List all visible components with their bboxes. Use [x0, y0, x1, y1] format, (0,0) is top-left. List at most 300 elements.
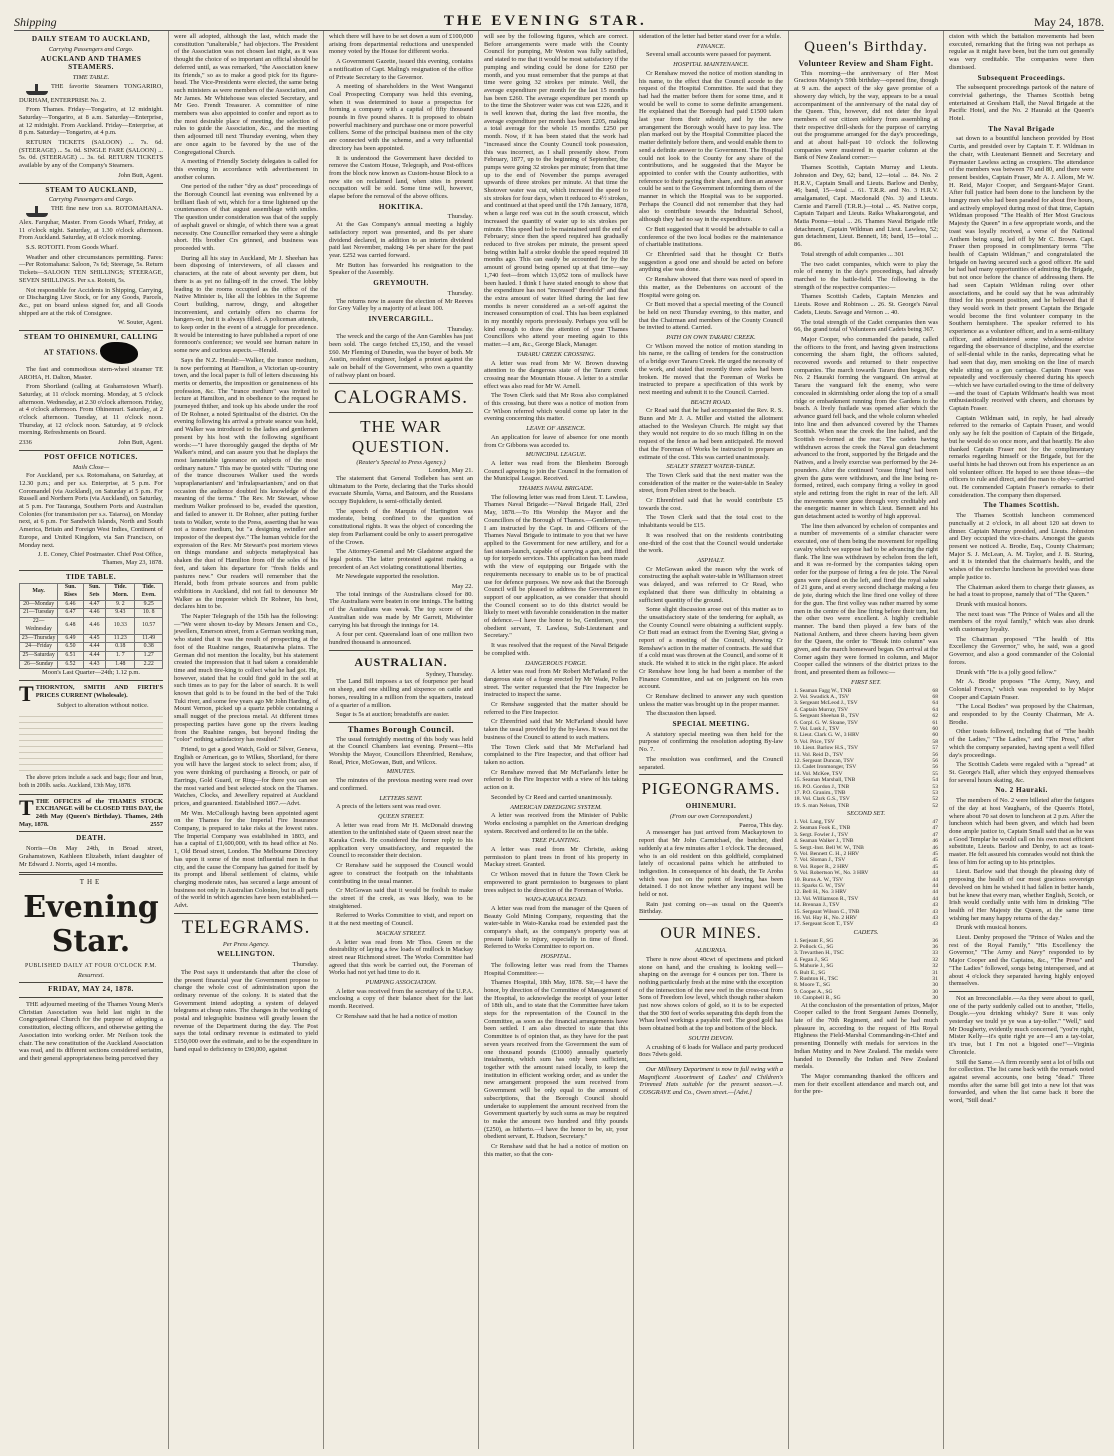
advertisement: Our Millinery Department is now in full swing with a Magnificent Assortment of Ladies' and Children's Trimmed Hats suitable for the present season.—J. COSGRAVE and Co., Owen street.—[Advt.] — [639, 1065, 783, 1097]
masthead-motto: Resurrexi. — [77, 971, 105, 979]
article-text: Cr McGowan said that it would be foolish to make the street if the creek, as was likely, was to be straightened. — [329, 887, 473, 910]
article-text: The Chairman asked them to charge their glasses, as he had a toast to propose, namely that of "The Queen." — [949, 583, 1094, 599]
subheading: WAIO-KARAKA ROAD. — [525, 896, 587, 904]
article-text: The following letter was read from the Thames Hospital Committee:— — [484, 961, 628, 977]
moon-note: Moon's Last Quarter—24th; 1.12 p.m. — [42, 669, 140, 677]
article-text: A statutory special meeting was then held for the purpose of confirming the resolution adopting By-law No. 7. — [639, 730, 783, 754]
article-text: The Land Bill imposes a tax of fourpence per head on sheep, and one shilling and sixpence on cattle and horses, resulting in a million from the squatters, instead of a quarter of a million. — [329, 678, 473, 709]
article-text: "The Local Bodies" was proposed by the Chairman, and responded to by the County Chairman, Mr A. Brodie. — [949, 703, 1094, 726]
masthead-the: THE — [79, 878, 103, 887]
prize-row: 10. Burns A. W., TSV 44 — [794, 876, 938, 883]
subheading: PATH ON OWN TARARU CREEK. — [666, 334, 756, 342]
section-title: THE WAR QUESTION. — [351, 416, 451, 456]
article-text: Cr Ehrenfried said that Mr McFarland should have taken the usual provided by the by-laws. It was not the business of the Council to attend to such matters. — [484, 718, 628, 741]
article-text: Seconded by Cr Reed and carried unanimously. — [491, 793, 613, 801]
article-text: Cr Ehrenfried said that he would contribute £5 towards the cost. — [639, 497, 783, 512]
tide-cell: 6.52 — [58, 660, 83, 669]
prize-row: 4. Fegan J., SG 32 — [794, 956, 938, 963]
subheading: SEALEY STREET WATER-TABLE. — [666, 463, 756, 471]
prize-row: 3. Sergt. Fowler J., TSV 47 — [794, 831, 938, 838]
section-subtitle: OHINEMURI. — [685, 802, 737, 811]
tide-cell: 9.25 — [135, 600, 163, 609]
article-text: Mr Wm. McCullough having been appointed agent on the Thames for the Imperial Fire Insurance Company, is prepared to take risks at the lowest rates. The Imperial Company was established in 1803, and has a capital of £1,600,000, with its head office at No. 1, Old Broad street, London. The Melbourne Directory has upon it some of the most influential men in that city, and the cause the Company has gained for itself by its prompt and liberal settlement of claims, while charging moderate rates, has secured a large amount of business not only in Australian Colonies, but in all parts of the world in which agencies have been established.—Advt. — [174, 809, 318, 910]
article-text: The Chairman proposed "The health of His Excellency the Governor," who, he said, was a good Governor, and also a good commander of the Colonial forces. — [949, 635, 1094, 666]
tide-cell: 20—Monday — [20, 600, 58, 609]
article-text: Lieut. Barlow said that though the pleasing duty of proposing the health of our most gracious sovereign devolved on him he wished it had fallen in better hands, but he knew that every man, whether English, Scotch, or Irish would cordially unite with him in drinking "The health of Her Majesty the Queen, at the same time wishing her many happy returns of the day." — [949, 868, 1094, 922]
prize-row: 1. Vol. Lang, TSV 47 — [794, 818, 938, 825]
section-heading: Volunteer Review and Sham Fight. — [798, 59, 934, 68]
article-text: The line then advanced by echelon of companies and a number of movements of a similar character were executed, one of them being the movement for repelling cavalry which we suppose had to be advancing the right flank. The line was withdrawn by echelon from the left, and it was re-formed by the companies taking open order for the purpose of firing a feu de joie. The Naval guns were placed on the left, and fired the royal salute of 21 guns, and at every second discharge making a feu de joie, during which the line fired one volley of three for the gun. The first volley was rather marred by some men in the centre of the line firing before their turn, but the other two were excellent. A highly creditable manner. The band then played a few bars of the National Anthem, and three cheers having been given for the Queen, the order to "Break into column" was given, and the march homeward began. On arrival at the Corner again they were formed in column, and Major Cooper called the winners of the district prizes to the front, and presented them as follows:— — [794, 522, 938, 677]
ad-text: The fast and commodious stern-wheel steamer TE AROHA, H. Dalton, Master. — [19, 365, 163, 381]
article-text: An application for leave of absence for one month from Cr Gibbons was acceded to. — [484, 433, 628, 449]
article-text: Major Cooper, who commanded the parade, called the officers to the front, and having given instructions concerning the sham fight, the officers saluted, recovered swords and returned to their respective companies. The march towards Tararu then began, the No. 2 Hauraki forming the vanguard. On arrival at Tararu the vanguard felt the enemy, who were concealed in skirmishing order along the top of a small ridge or embankment running from the Gardens to the beach. A lively fusilade was opened after which the advance guard fell back, and the whole column wheeled into line and then advanced covered by the Thames Scottish. When near the creek the line halted, and the Scottish re-formed at the rear. The cadets having withdrawn across the creek the Naval gun detachment advanced to the front, supported by the Brigade and the Natives, and a lively exercise was performed by the 24-pounders. After the continued "cease firing" had been given the guns were withdrawn, and the line being re-formed, retired, each company firing a volley in good style and retiring from the right in rear of the left. All the movements were gone through very creditably and the energetic manner in which Lieut. Bennett and his gun detachment acted is worthy of high approval. — [794, 335, 938, 521]
tide-table — [19, 583, 163, 669]
subheading: LETTERS SENT. — [379, 794, 423, 802]
article-text: The Napier Telegraph of the 15th has the following:—"We were shown to-day by Messrs Jensen and Co., jewellers, Emerson street, from a German working man, who stated that it was the result of prospecting at the foot of the Ruahine ranges, Ruataniwha plains. The German did not mention the locality, but his statement created the impression that it had taken a considerable time and much tire-king to collect what he had got. He, however, stated that he could find gold in the soil at such times as to pay for the labor of search. It is well known that gold is to be found in the bed of the Tuki Tuki river, and some few years ago Mr John Harding, of Mount Vernon, picked up a quartz pebble containing a small nugget of the precious metal. At different times prospecting parties have gone up the rivers leading from the Ruahine ranges, but beyond finding the "color" nothing satisfactory has resulted." — [174, 613, 318, 744]
article-text: were all adopted, although the last, which made the constitution "unalterable," had objectors. The President of the Association was not chosen last night, as it was thought the choice of so important an official should be deferred until, as was remarked, "the Association knew its friends," so as to make a good pick for its figure-head. The Vice-Presidents were elected, the same being such ministers as were members of the Association, and Mr James. Mr Whitehouse was elected Secretary, and Mr Geo. Frendt Treasurer. A committee of nine members was also appointed to confer and report as to the most desirable place of meeting, the selection of rules to guide the Association, &c., and the meeting then adjourned till next Thursday evening, when they are once again to be favored by the use of the Congregational Church. — [174, 33, 318, 156]
subheading: PUMPING ASSOCIATION. — [365, 979, 437, 987]
section-heading: The Naval Brigade — [988, 124, 1055, 133]
prize-row: 4. Captain Murray, TSV 64 — [794, 706, 938, 713]
ink-blot-icon — [100, 342, 138, 364]
article-text: A meeting of shareholders in the West Wanganui Coal Prospecting Company was held this evening, when it was determined to issue a prospectus for forming a company with a capital of fifty thousand pounds in five pound shares. It is proposed to obtain powerful machinery and purchase one or more powerful colliers. Some of the principal business men of the city are connected with the scheme, and a very influential directory has been appointed. — [329, 83, 473, 152]
ad-subheading: TIME TABLE. — [72, 73, 110, 81]
article-text: The Town Clerk said that the next matter was the consideration of the matter re the water-table in Sealey street, from Pollen street to the beach. — [639, 471, 783, 495]
article-text: THE adjourned meeting of the Thames Young Men's Christian Association was held last night in the Congregational Church for the purpose of adopting a constitution, electing officers, and otherwise getting the Association into working order. Mr Neilson took the chair. The new constitution of the Auckland Association was read, and its different sections considered seriatim, and their general appropriateness being perceived they — [19, 1001, 163, 1062]
masthead-subtitle: PUBLISHED DAILY AT FOUR O'CLOCK P.M. — [24, 962, 157, 969]
subheading: DANGEROUS FORGE. — [525, 659, 587, 667]
prize-list-heading: CADETS. — [853, 928, 879, 936]
prize-row: 6. Corpl. G. W. Sloane, TSV 61 — [794, 719, 938, 726]
section-subtitle: Per Press Agency. — [222, 940, 270, 948]
column-5 — [634, 31, 789, 1449]
prize-row: 2. Vol. Swadick A., TSV 68 — [794, 693, 938, 700]
tide-row — [20, 600, 163, 609]
article-text: Drunk with musical honors. — [956, 600, 1028, 608]
column-3 — [324, 31, 479, 1449]
tide-row — [20, 660, 163, 669]
article-text: A letter was received from the secretary of the U.P.A. enclosing a copy of their balance sheet for the last month. Received. — [329, 987, 473, 1011]
subheading: THAMES NAVAL BRIGADE. — [518, 485, 594, 493]
prize-row: 5. Sergeant Sheehan B., TSV 62 — [794, 713, 938, 720]
article-text: sideration of the letter had better stand over for a while. — [639, 33, 782, 40]
notice-signature: J. E. Coney, Chief Postmaster. Chief Post Office, Thames, May 23, 1878. — [37, 551, 163, 566]
article-text: The Major commanding thanked the officers and men for their excellent attendance and march out, and for the pre- — [794, 1072, 938, 1096]
article-text: A crushing of 6 loads for Wallace and party produced 8ozs 7dwts gold. — [639, 1043, 783, 1059]
article-text: The returns now in assure the election of Mr Reeves for Grey Valley by a majority of at least 100. — [329, 297, 473, 313]
prize-row: 11. Vol. Reid D., TSV 56 — [794, 751, 938, 758]
article-text: The usual fortnightly meeting of this body was held at the Council Chambers last evening. Present—His Worship the Mayor, Councillors Ehrenfried, Renshaw, Read, Price, McGowan, Butt, and Wilcox. — [329, 735, 473, 766]
ad-text: From Thames. Friday—Tongariro, at 12 midnight. Saturday—Tongariro, at 8 a.m. Saturday—Enterprise, at 12 midnight. From Auckland. Friday—Enterprise, at 8 p.m. Saturday—Tongariro, at 4 p.m. — [19, 106, 163, 137]
section-byline: (From our own Correspondent.) — [669, 812, 753, 820]
header-date: May 24, 1878. — [1033, 15, 1104, 29]
article-text: During all his stay in Auckland, Mr J. Sheehan has been disposing of interviewers, of all classes and characters, at the rate of about seventy per diem, but there is as yet no falling-off in the crowd. The lobby leading to the rooms occupied as the office of the Native Minister is, like all the lobbies in the Supreme Court building, narrow, dingy, and altogether inconvenient, and certainly offers no charms for hangers-on, but it is always filled. A policeman attends, to keep order in the event of a struggle for precedence. It would be interesting to have published a report of one forenoon's conference; we would see human nature in some new and curious aspects.—Herald. — [174, 254, 318, 355]
prize-row: 1. Serjeant F., SG 36 — [794, 937, 938, 944]
article-text: The following letter was read from Lieut. T. Lawless, Thames Naval Brigade:—"Naval Brigade Hall, 23rd May, 1878.—To His Worship the Mayor and the Councillors of the Borough of Thames.—Gentlemen,—I am instructed by the Capt. in and Officers of the Thames Naval Brigade to intimate to you that we have applied to the Government for new artillery, and for a fast steam-launch, capable of carrying a gun, and fitted up for torpedo services. This application has been made with the view of equipping our Brigade with the requirements necessary to enable us to be of practical use for defence purposes. We now ask that the Borough Council will be pleased to address the Government in support of our application, as we consider that should the Council consent so to do this district would be likely to meet with favorable consideration in the matter of defence.—I have the honor to be, Gentlemen, your obedient servant, T. Lawless, Sub-Lieutenant and Secretary." — [484, 493, 628, 640]
prize-row: 15. Seaman Marshall, TNB 54 — [794, 777, 938, 784]
prize-row: 2. Pollock G., SG 36 — [794, 943, 938, 950]
article-text: Sugar is 5s at auction; breadstuffs are easier. — [336, 711, 450, 719]
article-text: The Scottish Cadets were regaled with a "spread" at St. George's Hall, after which they enjoyed themselves for several hours skating, &c. — [949, 761, 1094, 784]
tide-cell: 24—Friday — [20, 643, 58, 652]
ad-heading: DAILY STEAM TO AUCKLAND, — [31, 35, 151, 43]
section-title: OUR MINES. — [660, 925, 762, 943]
prize-row: 9. Cooper A., SG 30 — [794, 988, 938, 995]
steamer-icon — [26, 205, 48, 219]
article-text: Says the N.Z. Herald:—Walker, the trance medium, is now performing at Hamilton, a Victorian up-country town, and the local paper is full of letters discussing his merits or demerits, the imposition or genuineness of his profession, &c. The "trance medium" was invited to lecture at Hamilton, and in obedience to the request he journeyed thither, and took up his abode under the roof of Dr Rohner, a noted Spiritualist of the district. On the evening following his arrival a private seance was held, and Walker was introduced to the ladies and gentlemen present by his host with the following significant words:—"I have thoroughly gauged the depths of Mr Walker's mind, and can assure you that he displays the most lamentable ignorance on subjects of the most ordinary nature." This may be quoted with: "During one of the trance discourses Walker used the words 'supraplanarianism' and 'infralapsarianism,' and on that occasion the audience doubted his knowledge of the meaning of the terms." The Rev. Mr Stewart, whose medium Walker professed to be, evaded the question, and failed to answer it. Dr Rohner, after putting further tests to Walker, wrote to the Press, asserting that he was not a trance medium, but "a designing swindler and impostor of the deepest dye." The human vehicle for the expression of the Rev. Mr Stewart's post mortem views on things mundane and subjects metaphysical has shaken the dust of Hamilton from off the soles of his feet, and taken his departure for "fresh fields and pastures new." Our readers will remember that the Herald, both from private sources and from public exhibitions in Auckland, did not fail to denounce Mr Walker as the imposter which Dr Rohner, his host, declares him to be. — [174, 356, 318, 611]
masthead: Evening Star. — [23, 889, 159, 959]
article-text: A letter was read from the manager of the Queen of Beauty Gold Mining Company, requesting that the water-table in Waio-Karaka road be extended past the company's shaft, as the company's property was at present liable to injury, especially in time of flood. Referred to Works Committee to report on. — [484, 904, 628, 951]
dateline-day: Thursday. — [292, 961, 318, 969]
article-text: Lieut. Denby proposed the "Prince of Wales and the rest of the Royal Family," "His Excellency the Governor," "The Army and Navy" responded to by Major Cooper and the Captains, &c., "The Press" and "The Ladies" followed, songs being interspersed, and at about 4 o'clock they separated having highly enjoyed themselves. — [949, 934, 1094, 988]
article-text: The next toast was "The Prince of Wales and all the members of the royal family," which was also drunk with customary loyalty. — [949, 610, 1094, 634]
section-title: PIGEONGRAMS. — [641, 779, 781, 799]
article-text: The resolution was confirmed, and the Council separated. — [639, 755, 783, 771]
article-text: Thames Hospital, 18th May, 1878. Sir,—I have the honor, by direction of the Committee of Management of the Hospital, to acknowledge the receipt of your letter of 18th ult., and to state that the Committee have taken steps for the representation of the Council in the Committee, as soon as the financial arrangements have been settled. I am also directed to state that this Committee is of opinion that, as they have for the past seven years received from the Government the sum of one thousand pounds (£1000) annually quarterly instalments, which sum has only been sufficient, together with the amount raised locally, to keep the institution in efficient working order, and as under the new arrangement proposed the sum received from Government will be only equal to the amount of subscriptions, that the Borough Council should undertake to supplement the amount received from the Government quarterly by such sums as may be required to make the amount two hundred and fifty pounds (£250), as hitherto.—I have the honor to be, sir, your obedient servant, E. Hudson, Secretary." — [484, 979, 628, 1141]
tide-cell: 25—Saturday — [20, 652, 58, 661]
section-heading: DEATH. — [76, 834, 106, 843]
prize-row: 12. Sergeant Duncan, TSV 56 — [794, 758, 938, 765]
article-text: Cr Wilson moved the notice of motion standing in his name, re the calling of tenders for the construction of a bridge over Tararu Creek. He urged the necessity of the work, and stated that recently three axles had been broken. He moved that the Foreman of Works be instructed to prepare a specification of this work by next meeting and submit it to the Council. Carried. — [639, 342, 783, 396]
article-text: Cr Renshaw showed that there was need of speed in this matter, as the Debentures on account of the Hospital were going on. — [639, 276, 783, 299]
article-text: Mr A. Brodie proposes "The Army, Navy, and Colonial Forces," which was responded to by Major Cooper and Captain Fraser. — [949, 678, 1094, 701]
article-text: The total innings of the Australians closed for 80. The Australians were beaten in one innings. The batting of the Australians was weak. The top score of the Australian side was made by Mr Garrett, Midwinter carrying his bat through the innings for 14. — [329, 590, 473, 629]
steamer-icon — [26, 83, 48, 97]
issue-date: FRIDAY, MAY 24, 1878. — [48, 985, 134, 994]
section-heading: Subsequent Proceedings. — [977, 73, 1066, 82]
tide-cell: 10. 8 — [135, 609, 163, 618]
column-2 — [169, 31, 324, 1449]
tide-cell: 6.50 — [58, 643, 83, 652]
column-1 — [14, 31, 169, 1449]
article-text: The minutes of the previous meeting were read over and confirmed. — [329, 777, 473, 792]
subheading: HOSPITAL. — [540, 953, 572, 961]
article-text: Mr Button has forwarded his resignation to the Speaker of the Assembly. — [329, 261, 473, 277]
header-left: Shipping — [14, 15, 57, 29]
article-text: Captain Wildman said, in reply, he had already referred to the remarks of Captain Fraser, and would only say he felt the position of Captain of the Brigade, but he would do so once more, and that heartily. He also thanked Captain Fraser not for the complimentary remarks regarding himself or the Brigade, but for the useful hints he had thrown out from his experience as an old volunteer officer. He hoped to see those ideas—the officers to rule and direct, and the man to obey—carried out. He commended Captain Fraser's remarks to their consideration. The company then dispersed. — [949, 414, 1094, 499]
prize-row: 18. Vol. Clark G.S., TSV 52 — [794, 796, 938, 803]
ad-text: RETURN TICKETS (SALOON) ... 7s. 6d. (STEERAGE) ... 5s. 0d. SINGLE FARE (SALOON) ... 5s. 0d. (STEERAGE) ... 3s. 6d. RETURN TICKETS available by any of the Company's Steamers. — [19, 139, 163, 170]
article-text: There is now about 40cwt of specimens and picked stone on hand, and the crushing is looking well—shaping on the average for 4 ounces per ton. There is nothing particularly fresh at the mine with the exception of the intersection of the new reef in the cross-cut from Sons of Freedom low level, which though rather shaken just now shows colors of gold, so it is to be expected that the 300 feet of works separating this depth from the Whau level workings a payable reef. The good gold has been obtained both at the top and bottom of the block. — [639, 955, 783, 1033]
tide-cell: 26—Sunday — [20, 660, 58, 669]
header-title: THE EVENING STAR. — [443, 13, 647, 29]
article-text: The discussion then lapsed. — [646, 710, 717, 718]
article-text: Mr Newdegate supported the resolution. — [336, 573, 440, 581]
article-text: Other toasts followed, including that of "The health of the Ladies," "The Ladies," and "The Press," after which the company separated, having spent a well filled day's proceedings. — [949, 728, 1094, 759]
article-text: At the conclusion of the presentation of prizes, Major Cooper called to the front Sergeant James Donnelly, late of the 70th Regiment, and said he had much pleasure in, according to the request of His Royal Highness the Field-Marshal Commanding-in-Chief and presenting Donnelly with medals for services in the Indian Mutiny and in New Zealand. The medals were handed to Donnelly the Indian and New Zealand medals. — [794, 1001, 938, 1071]
article-text: The wreck and the cargo of the Ann Gambles has just been sold. The cargo fetched £5,150, and the vessel £60. Mr Fleming of Dunedin, was the buyer of both. Mr Austin, resident engineer, lodged a protest against the sale on behalf of the Government, who own a quantity of railway plant on board. — [329, 333, 473, 379]
article-text: The members of No. 2 were billeted after the fatigues of the day at host Vaughan's, of the Queen's Hotel, where about 70 sat down to luncheon at 2 p.m. After the luncheon which had been given, and which had been done ample justice to, Captain Small said that as he was a Good Templar he would call on his own most efficient substitute, Lieuts. Barlow and Denby, to act as toast-master. He felt assured his comrades would not think the less of him for acting up to his principles. — [949, 797, 1094, 866]
article-text: A letter was read from Mr Thos. Green re the desirability of laying a few loads of mullock in Mackay street near Richmond street. The Works Committee had agreed that this work be carried out, the Foreman of Works had not yet had time to do it. — [329, 938, 473, 977]
prize-row: 16. Vol. Hay H., No. 2 HRV 43 — [794, 915, 938, 922]
tide-cell: 4.46 — [83, 618, 106, 634]
section-subheading: Mails Close— — [72, 463, 110, 471]
ad-signature: W. Souter, Agent. — [117, 319, 163, 327]
dateline: INVERCARGILL. — [368, 314, 434, 323]
prize-list — [794, 819, 938, 928]
prize-list — [794, 688, 938, 810]
subheading: FINANCE. — [696, 42, 726, 50]
section-title: TELEGRAMS. — [181, 916, 311, 938]
article-text: sat down to a bountiful luncheon provided by Host Curtis, and presided over by Captain T. F. Wildman in the chair, with Lieutenant Bennett and Secretary and Paymaster Lawless acting as croupiers. The attendance of the members was between 70 and 80, and there were present besides, Captain Fraser, Mr A. J. Allom, Mr W. H. Reid, Major Cooper, and Sergeant-Major Grant. After full justice had been done to the luncheon by the hungry men who had been paraded for about five hours, and actively employed during most of that time, Captain Wildman proposed "The Health of Her Most Gracious Majesty the Queen" in a few appropriate words, and the toast was loyally received, a verse of the National Anthem being sung, led off by Mr C. Brown. Capt. Fraser then proposed in complimentary terms "The health of Captain Wildman," and congratulated the brigade on having secured such a good officer. He said he had had many opportunities of admiring the Brigade, but not once before the chance of addressing them. He had seen Captain Wildman ruling over other associations, and he could say that he was admirably fitted for his present position, and he believed that if they would work in their present Captain the Brigade would become the first volunteer company in the Southern hemisphere. The speaker referred to his experience as a volunteer officer, and in a semi-military officer, and administered some wholesome advice regarding the observance of discipline, and the exercise of self-denial while in the ranks, deprecating what he had seen that day, men smoking on the line of march while sitting on a gun carriage. Captain Fraser was repeatedly and vociferously cheered during his speech—which we have curtailed owing to the time of delivery—and the toast of Captain Wildman's health was most enthusiastically received with cheers, and choruses by Captain Fraser. — [949, 135, 1094, 413]
dateline: Sydney, Thursday. — [425, 670, 473, 678]
prize-row: 7. Vol. Sloman J., TSV 45 — [794, 857, 938, 864]
subheading: MACKAY STREET. — [376, 929, 426, 937]
prize-row: 13. Cadet Ironmonger, TSV 56 — [794, 764, 938, 771]
article-text: At the Gas Company's annual meeting a highly satisfactory report was presented, and 8s per share dividend declared, in addition to an interim dividend paid last November, making 14s per share for the past year. £252 was carried forward. — [329, 221, 473, 259]
article-text: Cr Renshaw said he supposed the Council would agree to construct the footpath on the inhabitants contributing in the usual manner. — [329, 862, 473, 885]
dateline-day: Thursday. — [447, 289, 473, 297]
article-text: Still the Same.—A firm recently sent a lot of bills out for collection. The list came back with the remark noted against several accounts, one being "dead." Three months after the same bill got into a new lot that was forwarded, and when the list came back it bore the word, "Still dead." — [949, 1058, 1094, 1105]
tide-cell: 10.33 — [106, 618, 135, 634]
tide-cell: 6.48 — [58, 618, 83, 634]
article-text: Rain just coming on—as usual on the Queen's Birthday. — [639, 900, 783, 916]
prize-row: 8. Moore T., SG 30 — [794, 982, 938, 989]
tide-cell: 10.57 — [135, 618, 163, 634]
running-header — [14, 6, 1104, 31]
ad-heading: AUCKLAND AND THAMES STEAMERS. — [40, 55, 142, 72]
article-text: A letter was received from the Minister of Public Works enclosing a pamphlet on the American dredging system. Received and ordered to lie on the table. — [484, 812, 628, 835]
article-text: The Town Clerk said that Mr Ross also complained of this crossing, but there was a notice of motion from Cr Wilson referred which would come up later in the evening concerning this matter. — [484, 392, 628, 423]
prize-list-heading: SECOND SET. — [846, 810, 886, 818]
article-text: The Attorney-General and Mr Gladstone argued the legal points. The latter protested against making a precedent of an Act violating constitutional liberties. — [329, 548, 473, 571]
article-text: One period of the rather "dry as dust" proceedings of the Borough Council last evening was enlivened by a brilliant flash of wit, which for a time lightened up the countenances of that august assemblage with smiles. The question under consideration was that of the supply of asphalt gravel or shingle, of which there was a great necessity. One Councillor remarked they were a shingle short. His brother Crs grinned, and business was proceeded with. — [174, 183, 318, 252]
tide-cell: 6.51 — [58, 652, 83, 661]
tide-cell: 11.23 — [106, 634, 135, 643]
tide-cell: 4.43 — [83, 660, 106, 669]
ad-subheading: Carrying Passengers and Cargo. — [48, 196, 134, 204]
ad-heading: STEAM TO AUCKLAND, — [45, 185, 137, 194]
article-text: A precis of the letters sent was read over. — [336, 803, 441, 811]
ad-text: From Shortland (calling at Grahamstown Wharf). Saturday, at 11 o'clock morning. Monday, at 5 o'clock afternoon. Wednesday, at 2.30 o'clock afternoon. Friday, at 4 o'clock afternoon. From Ohinemuri. Saturday, at 2 o'clock afternoon. Tuesday, at 11 o'clock noon. Thursday, at 12 o'clock noon. Saturday, at 9 o'clock morning. Refreshments on Board. — [19, 383, 163, 437]
prize-row: 8. Lieut. Clark G. W., 3 HRV 60 — [794, 732, 938, 739]
tide-row — [20, 652, 163, 661]
tide-header-cell: Tide. Morn. — [106, 584, 135, 600]
ad-text: Weather and other circumstances permitting. Fares:—Per Rotomahana: Saloon, 7s 6d; Steerage, 5s. Return Tickets—SALOON TEN SHILLINGS; STEERAGE, SEVEN SHILLINGS. Per s.s. Rotoiti, 5s. — [19, 253, 163, 284]
section-title: CALOGRAMS. — [333, 386, 469, 408]
article-text: The Thames Scottish luncheon commenced punctually at 2 o'clock, in all about 120 sat down to dinner. Captain Murray presided, and Lieuts. Johnston and Dey occupied the vice-chairs. Amongst the guests present we noticed A. Brodie, Esq., County Chairman; Major S. J. McLean, A. M. Taylor, and J. B. Sturing, and it is intended that the chairman's health, and the wishes of the rechercho luncheon he provided was done ample justice to. — [949, 512, 1094, 581]
subheading: ASPHALT. — [697, 557, 725, 564]
tide-cell: 6.47 — [58, 609, 83, 618]
column-4 — [479, 31, 634, 1449]
tide-cell: 11.49 — [135, 634, 163, 643]
subheading: TARARU CREEK CROSSING. — [516, 350, 596, 358]
tide-cell: 4.47 — [83, 600, 106, 609]
article-text: Referred to Works Committee to visit, and report on it at the next meeting of Council. — [329, 912, 473, 928]
subheading: QUEEN STREET. — [377, 812, 425, 820]
prize-row: 12. Bell H., No. 3 HRV 44 — [794, 889, 938, 896]
article-text: A letter was read from Mr H. McDonald drawing attention to the unfinished state of Queen street near the Karaka Creek. He considered the former reply to his application very unsatisfactory, and requested the Council to reconsider their decision. — [329, 821, 473, 860]
tide-header-cell: Sun. Sets — [83, 584, 106, 600]
column-6 — [789, 31, 944, 1449]
ad-text: Not responsible for Accidents in Shipping, Carrying, or Discharging Live Stock, or for any Goods, Parcels, &c., put on board unless signed for, and all Goods shipped are at the risk of Consignee. — [19, 286, 163, 317]
article-text: Cr Ehrenfried said that he thought Cr Butt's suggestion a good one and should be acted on before anything else was done. — [639, 250, 783, 274]
dateline: WELLINGTON. — [217, 950, 275, 959]
ad-text: THE fine new iron s.s. ROTOMAHANA. Alex. Farquhar, Master. From Goods Wharf, Friday, at 11 o'clock night. Saturday, at 1.30 o'clock afternoon. From Auckland. Saturday, at 8 o'clock morning. — [19, 204, 163, 242]
tide-header-cell: Tide. Even. — [135, 584, 163, 600]
section-heading: POST OFFICE NOTICES. — [44, 452, 138, 461]
dateline-day: Thursday. — [447, 325, 473, 333]
prize-row: 4. Seaman Walker J., TNB 46 — [794, 838, 938, 845]
section-title: AUSTRALIAN. — [354, 654, 448, 669]
prize-list-heading: FIRST SET. — [851, 678, 881, 686]
article-text: The Post says it understands that after the close of the present financial year the Government propose to change the whole cost of administration upon the ordinary revenue of the colony. It is stated that the Government intend adopting a system of delayed telegrams at cheap rates. The changes in the working of postal and telegraphic business will greatly lessen the revenue of the Department during the day. The Post says the total ordinary revenue is estimated to yield £150,000 over the estimate, and to be the expenditure in hand equal to deficiency to £90,000, against — [174, 968, 318, 1053]
article-text: Cr Wilson moved that in future the Town Clerk be empowered to grant permission to burgesses to plant trees subject to the direction of the Foreman of Works. — [484, 871, 628, 894]
article-text: will see by the following figures, which are correct. Before arrangements were made with the County Council for pumping, Mr Weston was fully satisfied, and stated to me that it would be most satisfactory if the pumping and winding could be done for £260 per month, and you must remember that the pumps at that time were going 32 strokes per minute. Well, the average expenditure per month for the last 15 months has been £260. The average expenditure per month up to the time the Shotover water was cut was £226, and it is well known that, during the last five months, the average expenditure per month has been £205, making a total average for the whole 15 months £250 per month. Now, if it has been stated that the work had "increased since the County Council took possession, this was incorrect, as I shall presently show. From February, 1877, up to the beginning of September, the pumps were going 32 strokes per minute; from that time up to the end of November the pumps averaged upwards of three strokes per minute. At that time the Shotover water was cut, which increased the speed to six strokes for four days, when it reduced to 4½ strokes, and continued at that speed until the 17th January, 1878, when a large reef was cut in the south crosscut, which increased the quantity of water up to six strokes per minute. This speed had to be maintained until the end of February; since then the speed required has gradually reduced to five strokes per minute, the present speed being within half a stroke double the speed required 18 months ago. This can easily be accounted for by the amount of ground being opened up at that time—say 1,740 feet—from which 13,052 tons of mullock have been hauled. I think I have stated enough to show that the expenditure has not "increased" threefold" and that the extra amount of water lifted during the last few months is never considered as a set-off against the increased consumption of coal. This has been explained in my monthly reports previously. Perhaps you will be kind enough to draw the attention of your Thames Councillors who attend your meeting again to this matter.—I am, &c., George Black, Manager. — [484, 33, 628, 349]
subheading: MUNICIPAL LEAGUE. — [525, 451, 587, 459]
article-text: cision with which the battalion movements had been executed, remarking that the firing was not perhaps as regular as it might have been, but the turn out generally was very creditable. The companies were then dismissed. — [949, 33, 1094, 71]
article-text: The statement that General Todleben has sent an ultimatum to the Porte, declaring that the Turks should evacuate Shumla, Varna, and Batoum, and the Russians occupy Bujukdere, is semi-officially denied. — [329, 474, 473, 506]
tide-cell: 4.44 — [83, 652, 106, 661]
tide-row — [20, 618, 163, 634]
article-text: Cr Renshaw moved that Mr McFarland's letter be referred to the Fire Inspector with a view of his taking action on it. — [484, 768, 628, 792]
article-text: The subsequent proceedings partook of the nature of convivial gatherings, the Thames Scottish being entertained at Gresham Hall, the Naval Brigade at the Pacific Hotel, and the No. 2 Hauraki at the Queen's Hotel. — [949, 84, 1094, 123]
notice-text: For Auckland, per s.s. Rotomahana, on Saturday, at 12.30 p.m.; and per s.s. Enterprise, at 5 p.m. For Coromandel (via Auckland), on Saturday at 5 p.m. For Russell and Northern Ports (via Auckland), on Saturday, at 5 p.m. For Tauranga, Southern Ports and Australian Colonies (for transmission per s.s. Taiaroa), on Monday next, at 6 p.m. For Sandwich Islands, North and South America, Britain and Foreign West Indies, Continent of Europe, and United Kingdom, via San Francisco, on Monday next. — [19, 472, 163, 549]
article-text: The speech of the Marquis of Hartington was moderate, being confined to the question of constitutional rights. It was the object of conceding the step from Parliament could be only to assert prerogative of the Crown. — [329, 507, 473, 546]
article-text: It is understood the Government have decided to remove the Custom House, Telegraph, and Post-offices from the block now known as Custom-house Block to a new site on reclaimed land, when sites in present occupation will be sold. Some time will, however, elapse before the removal of the above offices. — [329, 154, 473, 201]
prize-row: 9. Vol. Robertson W., No. 3 HRV 44 — [794, 870, 938, 877]
tide-header-cell: May. — [20, 584, 58, 600]
prize-row: 14. Brennan J., TSV 43 — [794, 902, 938, 909]
article-text: A letter was read from the Blenheim Borough Council agreeing to join the Council in the formation of the Municipal League. Received. — [484, 459, 628, 483]
article-text: Not an Irreconcilable.—As they were about to quell, one of the party suddenly called out to another, "Hello, Dougle.—you drinking whisky? Sure it was only yesterday we tould ye ye was a tay-toller." "Well," said Mr Dougherty, evidently much concerned, "you're right, Mister Kelly—it's quite right ye are—I am a tay-tolar, it's true, but I I'm not a bigoted one!"—Virginia Chronicle. — [949, 994, 1094, 1056]
subheading: MINUTES. — [386, 768, 416, 776]
tide-cell: 4.46 — [83, 609, 106, 618]
subheading: LEAVE OF ABSENCE. — [526, 425, 586, 433]
prize-row: 19. S. man Nelson, TNB 52 — [794, 802, 938, 809]
subheading: AMERICAN DREDGING SYSTEM. — [510, 803, 602, 811]
prize-row: 9. Vol. Price, TSV 58 — [794, 738, 938, 745]
subheading: TREE PLANTING. — [531, 837, 581, 845]
prize-row: 1. Seaman Fagg W., TNB 68 — [794, 687, 938, 694]
article-text: Thames Scottish Cadets, Captain Menzies and Lieuts. Rowe and Robinson ... 26. St. George's Naval Cadets, Lieuts. Savage and Vernon ... 40. — [794, 293, 938, 316]
ad-heading: STEAM TO OHINEMURI, CALLING AT STATIONS. — [19, 334, 163, 364]
article-text: A four per cent. Queensland loan of one million two hundred thousand is announced. — [329, 631, 473, 646]
subheading: HOSPITAL MAINTENANCE. — [673, 61, 749, 69]
article-text: Cr Renshaw declined to answer any such question unless the matter was brought up in the proper manner. — [639, 692, 783, 708]
tide-header-cell: Sun. Rises — [58, 584, 83, 600]
article-text: A letter was read from Mr W. Brown drawing attention to the dangerous state of the Tararu creek crossing near the Mountain House. A letter to a similar effect was also read for Mr W. Arnell. — [484, 359, 628, 390]
ad-signature: 2336 John Butt, Agent. — [19, 439, 163, 447]
ad-text: S.S. ROTOITI. From Goods Wharf. — [26, 244, 119, 252]
article-text: Cr Renshaw said that he had a notice of motion — [336, 1012, 458, 1020]
ad-text: The above prices include a sack and bags; flour and bran, both in 200lb. sacks. Auckland, 13th May, 1878. — [19, 775, 163, 789]
article-text: Cr Renshaw said that he had a notice of motion on this matter, so that the con- — [484, 1143, 628, 1158]
prize-row: 3. Trevarthen H., TSC 33 — [794, 950, 938, 957]
prize-row: 5. Sergt.-Inst. Bell W. W., TNB 46 — [794, 844, 938, 851]
prize-row: 6. Bult E., SG 31 — [794, 969, 938, 976]
tide-cell: 1. 7 — [106, 652, 135, 661]
mine-heading: ALBURNIA. — [695, 947, 727, 955]
section-heading: The Thames Scottish. — [983, 501, 1060, 510]
article-text: Cr Renshaw moved the notice of motion standing in his name, to the effect that the Council accede to the request of the Hospital Committee. He said that they had had the matter before them for some time, and it would be well to come to some definite arrangement. He explained that the Borough had paid £1500 taken last year from their subsidy, and by the new arrangement the Borough would have to pay less. The plan marked out by the Hospital Committee placed the matter definitely before them, and would enable them to send a definite answer to the Government. The Hospital could not look to the County for any share of the contributions, and he suggested that the Mayor be appointed to confer with the County authorities, with reference to their paying their share, and then an answer could be sent to the Government informing them of the manner in which the Hospital was to be supported. Perhaps the Council did not remember that they had also to contribute towards the Industrial School, although they had no say in the expenditure. — [639, 69, 783, 224]
tide-cell: 21—Tuesday — [20, 609, 58, 618]
prize-row: 5. Mahurie J., SG 32 — [794, 963, 938, 970]
ad-text: TTHORNTON, SMITH AND FIRTH'S PRICES CURRENT (Wholesale). — [19, 681, 163, 707]
prize-row: 10. Campbell B., SG 30 — [794, 995, 938, 1002]
ad-signature: John Butt, Agent. — [118, 171, 163, 179]
ad-text: THE favorite Steamers TONGARIRO, DURHAM, ENTERPRISE No. 2. — [19, 82, 163, 104]
ad-text: Subject to alteration without notice. — [57, 701, 149, 709]
prize-row: 7. Vol. Lusk J., TSV 60 — [794, 725, 938, 732]
tide-cell: 0.38 — [135, 643, 163, 652]
section-heading: SPECIAL MEETING. — [672, 720, 750, 729]
article-text: Some slight discussion arose out of this matter as to the unsatisfactory state of the tendering for asphalt, as the County Council were obtaining a sufficient supply. Cr Butt read an extract from the Evening Star, giving a report of a meeting of the Council, showing Cr Renshaw's action in the matter of contracts. He said that if a cold must was thrown at the Council, and some of it stuck. He wished it to stick in the right place. He asked Cr Renshaw how long he had been a member of the Finance Committee, and sat on judgment on his own account. — [639, 606, 783, 691]
article-text: It was resolved that on the residents contributing one-third of the cost that the Council would undertake the work. — [639, 531, 783, 555]
prize-row: 8. Vol. Roper R., 2 HRV 45 — [794, 863, 938, 870]
article-text: Cr Butt suggested that it would be advisable to call a conference of the two local bodies re the maintenance of charitable institutions. — [639, 225, 783, 249]
ad-subheading: Carrying Passengers and Cargo. — [48, 45, 134, 53]
tide-row — [20, 609, 163, 618]
column-7 — [944, 31, 1099, 1449]
article-text: A meeting of Friendly Society delegates is called for this evening in accordance with advertisement in another column. — [174, 158, 318, 181]
tide-cell: 1.48 — [106, 660, 135, 669]
tide-cell: 6.49 — [58, 634, 83, 643]
prize-row: 2. Seaman Fook E., TNB 47 — [794, 825, 938, 832]
prize-row: 7. Rushton H., TSC 31 — [794, 976, 938, 983]
article-text: The two cadet companies, which were to play the role of enemy in the day's proceedings, had already marched to the battle-field. The following is the strength of the respective companies:— — [794, 260, 938, 291]
section-title: Queen's Birthday. — [804, 39, 928, 55]
tide-row — [20, 643, 163, 652]
dateline: May 22. — [451, 583, 473, 591]
prize-row: 14. Vol. McKee, TSV 55 — [794, 770, 938, 777]
article-text: Cr McGowan asked the reason why the work of constructing the asphalt water-table in Williamson street was delayed, and was referred to Cr Read, who explained that there was difficulty in obtaining a sufficient quantity of the ground. — [639, 565, 783, 604]
prize-row: 10. Lieut. Barlow H.S., TSV 57 — [794, 745, 938, 752]
notice-text: TTHE OFFICES of the THAMES STOCK EXCHANGE will be CLOSED THIS DAY, the 24th May (Queen's Birthday). Thames, 24th May, 1878. 2557 — [19, 794, 163, 828]
prize-row: 13. Vol. Williamson R., TSV 44 — [794, 895, 938, 902]
tide-cell: 4.45 — [83, 634, 106, 643]
death-notice: Norris—On May 24th, in Broad street, Grahamstown, Kathleen Elizabeth, infant daughter of Mr Edward J. Norris, aged 14 months. — [19, 845, 163, 868]
tide-cell: 23—Thursday — [20, 634, 58, 643]
article-text: A messenger has just arrived from Mackaytown to report that Mr John Carmichael, the butcher, died suddenly at a few minutes after 1 o'clock. The deceased, who is an old resident on this goldfield, complained lately of occasional pains which he attributed to indigestion. In consequence of his death, the Te Aroha which was just on the point of leaving, has been detained. I do not know whether any inquest will be held or not. — [639, 829, 783, 899]
article-text: Total strength of adult companies ... 301 — [801, 250, 905, 258]
article-text: The Town Clerk said that Mr McFarland had complained to the Fire Inspector, and that officer had taken no action. — [484, 743, 628, 766]
article-text: The total strength of the Cadet companies then was 66, the grand total of Volunteers and Cadets being 367. — [794, 318, 938, 334]
price-list-placeholder — [19, 711, 163, 773]
section-subtitle: (Reuter's Special to Press Agency.) — [356, 458, 446, 466]
tide-row — [20, 634, 163, 643]
prize-row: 17. P.O. Granim., TNB 53 — [794, 790, 938, 797]
tide-cell: 2.22 — [135, 660, 163, 669]
article-text: It was resolved that the request of the Naval Brigade be complied with. — [484, 642, 628, 657]
tide-cell: 4.44 — [83, 643, 106, 652]
prize-row: 16. P.O. Gordon J., TNB 53 — [794, 783, 938, 790]
article-text: A letter was read from Mr Christie, asking permission to plant trees in front of his property in Mackay street. Granted. — [484, 846, 628, 869]
prize-row: 11. Sparks G. W., TSV 44 — [794, 883, 938, 890]
section-heading: No. 2 Hauraki. — [995, 786, 1048, 795]
article-text: Friend, to get a good Watch, Gold or Silver, Geneva, English or American, go to Wilkes, Shortland, for there you will have the largest stock to select from; also, if you were thinking of purchasing a Brooch, or pair of Earrings, Gold Guard, or Ring—for there you can see the most varied and best selected stock on the Thames. Watches, Clocks, and Jewellery repaired at Auckland prices, and guaranteed. Established 1867.—Advt. — [174, 745, 318, 807]
tide-table-title: TIDE TABLE. — [65, 572, 117, 581]
article-text: This morning—the anniversary of Her Most Gracious Majesty's 59th birthday—opened fine, though at 9 a.m. the aspect of the sky gave promise of a showery day which, by the way, appears to be a usual accompaniment of the anniversary of the natal day of the Queen. This, however, did not deter the loyal members of our citizen soldiery from assembling at their respective drill-sheds for the purpose of carrying out the programme arranged for the day's proceedings, and at about half-past 10 o'clock the following companies were mustered in quarter column at the Bank of New Zealand corner:— — [794, 69, 938, 162]
dateline: GREYMOUTH. — [373, 279, 429, 288]
tide-cell: 22—Wednesday — [20, 618, 58, 634]
article-text: A Government Gazette, issued this evening, contains a notification of Capt. Maling's resignation of the office of Private Secretary to the Governor. — [329, 58, 473, 81]
article-text: A letter was read from Mr Robert McFarland re the dangerous state of a forge erected by Mr Wade, Pollen street. The writer requested that the Fire Inspector be instructed to inspect the same. — [484, 668, 628, 699]
tide-cell: 9. 2 — [106, 600, 135, 609]
prize-row: 3. Sergeant McLeod J., TSV 64 — [794, 700, 938, 707]
article-text: which there will have to be set down a sum of £100,000 arising from departmental reductions and unexpended money voted by the House for different works. — [329, 33, 473, 56]
section-heading: Thames Borough Council. — [347, 723, 455, 734]
article-text: Drunk with "He is a jolly good fellow." — [956, 668, 1057, 676]
dateline-day: Thursday. — [447, 213, 473, 221]
tide-cell: 6.46 — [58, 600, 83, 609]
dateline: London, May 21. — [428, 467, 473, 475]
subheading: BEACH ROAD. — [690, 398, 732, 406]
tide-cell: 0.18 — [106, 643, 135, 652]
article-text: Drunk with musical honors. — [956, 924, 1028, 932]
mine-heading: SOUTH DEVON. — [688, 1034, 734, 1042]
prize-row: 17. Sergeant Scott T., TSV 43 — [794, 921, 938, 928]
